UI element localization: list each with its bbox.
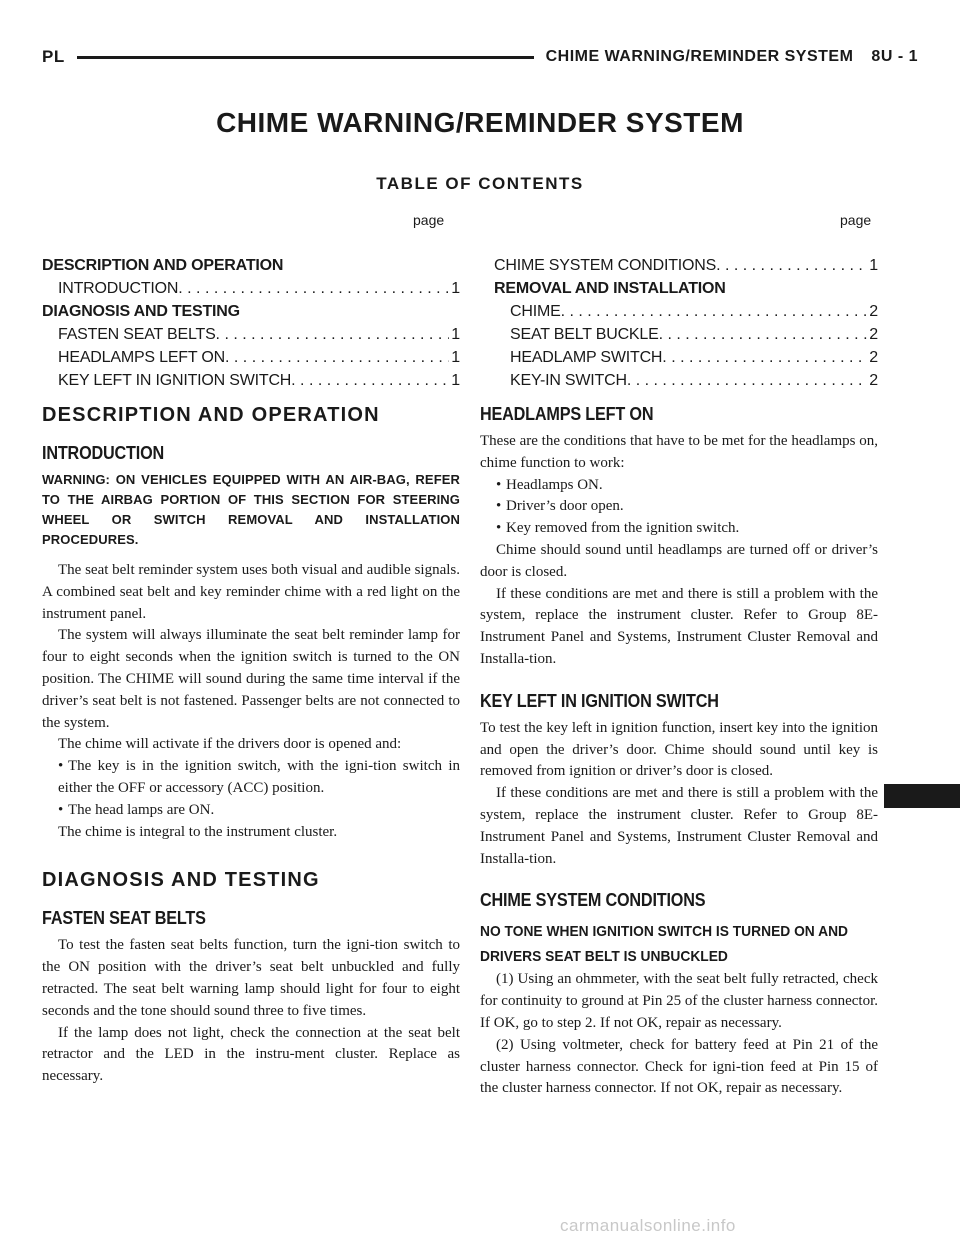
toc-entry-label: HEADLAMP SWITCH [510, 349, 663, 366]
paragraph: These are the conditions that have to be met for the headlamps on, chime function to work: [480, 433, 878, 471]
bullet-text: The head lamps are ON. [68, 801, 215, 818]
toc-entry-label: SEAT BELT BUCKLE [510, 326, 659, 343]
paragraph: To test the key left in ignition function, insert key into the ignition and open the driver’s door. Chime should sound until key is removed from ignition or driver’s door is closed. [480, 719, 878, 780]
toc-entry[interactable] [494, 323, 878, 346]
toc-entry-label: INTRODUCTION [58, 280, 179, 297]
bullet-text: Headlamps ON. [506, 476, 603, 493]
bullet-item [480, 518, 878, 540]
bullet-glyph: • [58, 801, 64, 818]
bullet-item [480, 496, 878, 518]
toc-entry-label: KEY-IN SWITCH [510, 372, 627, 389]
page-header [42, 42, 918, 72]
toc-leader-dots [627, 369, 867, 392]
watermark: carmanualsonline.info [560, 1216, 736, 1235]
paragraph: If these conditions are met and there is still a problem with the system, replace the instrument cluster. Refer to Group 8E-Instrument Panel and Systems, Instrument Cluster Removal and Installa-tion. [480, 585, 878, 667]
toc-entry-page: 1 [451, 326, 460, 343]
toc-entry-label: FASTEN SEAT BELTS [58, 326, 216, 343]
bullet-text: Driver’s door open. [506, 498, 624, 515]
page-title: CHIME WARNING/REMINDER SYSTEM [216, 107, 744, 138]
toc-leader-dots [291, 369, 449, 392]
subsection-heading: HEADLAMPS LEFT ON [480, 404, 654, 424]
toc-entry[interactable] [42, 369, 460, 392]
toc-entry-page: 1 [451, 280, 460, 297]
paragraph: To test the fasten seat belts function, turn the igni-tion switch to the ON position with the driver’s seat belt unbuckled and fully retracted. The seat belt warning lamp should light for four to eight seconds and the tone should sound three to five times. [42, 937, 460, 1019]
header-page-number: 8U - 1 [871, 48, 918, 65]
bullet-glyph: • [496, 520, 502, 537]
toc-entry-page: 2 [869, 326, 878, 343]
toc-heading: REMOVAL AND INSTALLATION [494, 280, 726, 297]
warning-note: WARNING: ON VEHICLES EQUIPPED WITH AN AIR-BAG, REFER TO THE AIRBAG PORTION OF THIS SECTION FOR STEERING WHEEL OR SWITCH REMOVAL AND INSTALLATION PROCEDURES. [42, 472, 460, 547]
toc-leader-dots [225, 346, 449, 369]
toc-entry[interactable] [42, 323, 460, 346]
toc-entry[interactable] [494, 254, 878, 277]
toc-entry-page: 2 [869, 303, 878, 320]
header-section-code: PL [42, 47, 65, 66]
toc-entry-label: CHIME SYSTEM CONDITIONS [494, 257, 717, 274]
bullet-item [42, 800, 460, 822]
toc-entry[interactable] [42, 346, 460, 369]
toc-entry-page: 1 [869, 257, 878, 274]
toc-entry[interactable] [494, 369, 878, 392]
toc-title: TABLE OF CONTENTS [376, 174, 584, 193]
section-tab-marker [884, 784, 960, 808]
subsubsection-heading: NO TONE WHEN IGNITION SWITCH IS TURNED ON AND DRIVERS SEAT BELT IS UNBUCKLED [480, 923, 848, 966]
section-heading: DESCRIPTION AND OPERATION [42, 404, 380, 426]
toc-entry-page: 2 [869, 372, 878, 389]
subsection-heading: INTRODUCTION [42, 443, 165, 463]
paragraph: (1) Using an ohmmeter, with the seat belt fully retracted, check for continuity to ground at Pin 25 of the cluster harness connector. If OK, go to step 2. If not OK, repair as necessary. [480, 971, 878, 1031]
toc-leader-dots [659, 323, 868, 346]
bullet-item [42, 756, 460, 800]
paragraph: The chime will activate if the drivers door is opened and: [58, 736, 402, 753]
toc-right-column [494, 254, 878, 392]
toc-entry-label: HEADLAMPS LEFT ON [58, 349, 226, 366]
toc-leader-dots [561, 300, 868, 323]
toc-entry[interactable] [494, 300, 878, 323]
header-title: CHIME WARNING/REMINDER SYSTEM 8U - 1 [545, 48, 918, 65]
toc-entry-label: KEY LEFT IN IGNITION SWITCH [58, 372, 292, 389]
subsection-heading: FASTEN SEAT BELTS [42, 908, 206, 929]
paragraph: If these conditions are met and there is still a problem with the system, replace the instrument cluster. Refer to Group 8E-Instrument Panel and Systems, Instrument Cluster Removal and Installa-tion. [480, 785, 878, 867]
toc-entry-page: 2 [869, 349, 878, 366]
toc-entry-page: 1 [451, 349, 460, 366]
paragraph: The seat belt reminder system uses both visual and audible signals. A combined seat belt and key reminder chime with a red light on the instrument panel. [42, 562, 460, 622]
bullet-text: The key is in the ignition switch, with the igni-tion switch in either the OFF or accessory (ACC) position. [58, 758, 460, 796]
toc-entry[interactable] [494, 346, 878, 369]
toc-left-column [42, 254, 460, 392]
bullet-glyph: • [496, 476, 502, 493]
paragraph: The system will always illuminate the seat belt reminder lamp for four to eight seconds when the ignition switch is turned to the ON position. The CHIME will sound during the same time interval if the driver’s seat belt is not fastened. Passenger belts are not connected to the system. [42, 627, 460, 731]
toc-entry-page: 1 [451, 372, 460, 389]
left-text-column [42, 404, 460, 1088]
toc-heading: DIAGNOSIS AND TESTING [42, 303, 240, 320]
toc-leader-dots [178, 277, 449, 300]
subsection-heading: CHIME SYSTEM CONDITIONS [480, 890, 706, 911]
toc-page-label-right: page [840, 212, 872, 228]
bullet-glyph: • [496, 498, 502, 515]
right-text-column [480, 404, 878, 1100]
paragraph: If the lamp does not light, check the connection at the seat belt retractor and the LED in the instru-ment cluster. Replace as necessary. [42, 1024, 460, 1085]
toc-entry-label: CHIME [510, 303, 561, 320]
toc-leader-dots [216, 323, 450, 346]
paragraph: Chime should sound until headlamps are turned off or driver’s door is closed. [480, 541, 878, 580]
header-rule [77, 56, 534, 59]
toc-page-label-left: page [413, 212, 445, 228]
bullet-text: Key removed from the ignition switch. [506, 520, 740, 537]
toc-heading: DESCRIPTION AND OPERATION [42, 257, 284, 274]
section-heading: DIAGNOSIS AND TESTING [42, 869, 320, 892]
subsection-heading: KEY LEFT IN IGNITION SWITCH [480, 690, 719, 711]
bullet-glyph: • [58, 758, 64, 775]
toc-leader-dots [662, 346, 867, 369]
toc-leader-dots [716, 254, 867, 277]
paragraph: (2) Using voltmeter, check for battery feed at Pin 21 of the cluster harness connector. Check for igni-tion feed at Pin 15 of the cluster harness connector. If not OK, repair as necessary. [480, 1036, 878, 1097]
toc-entry[interactable] [42, 277, 460, 300]
bullet-item [480, 475, 878, 497]
paragraph: The chime is integral to the instrument cluster. [58, 823, 338, 840]
